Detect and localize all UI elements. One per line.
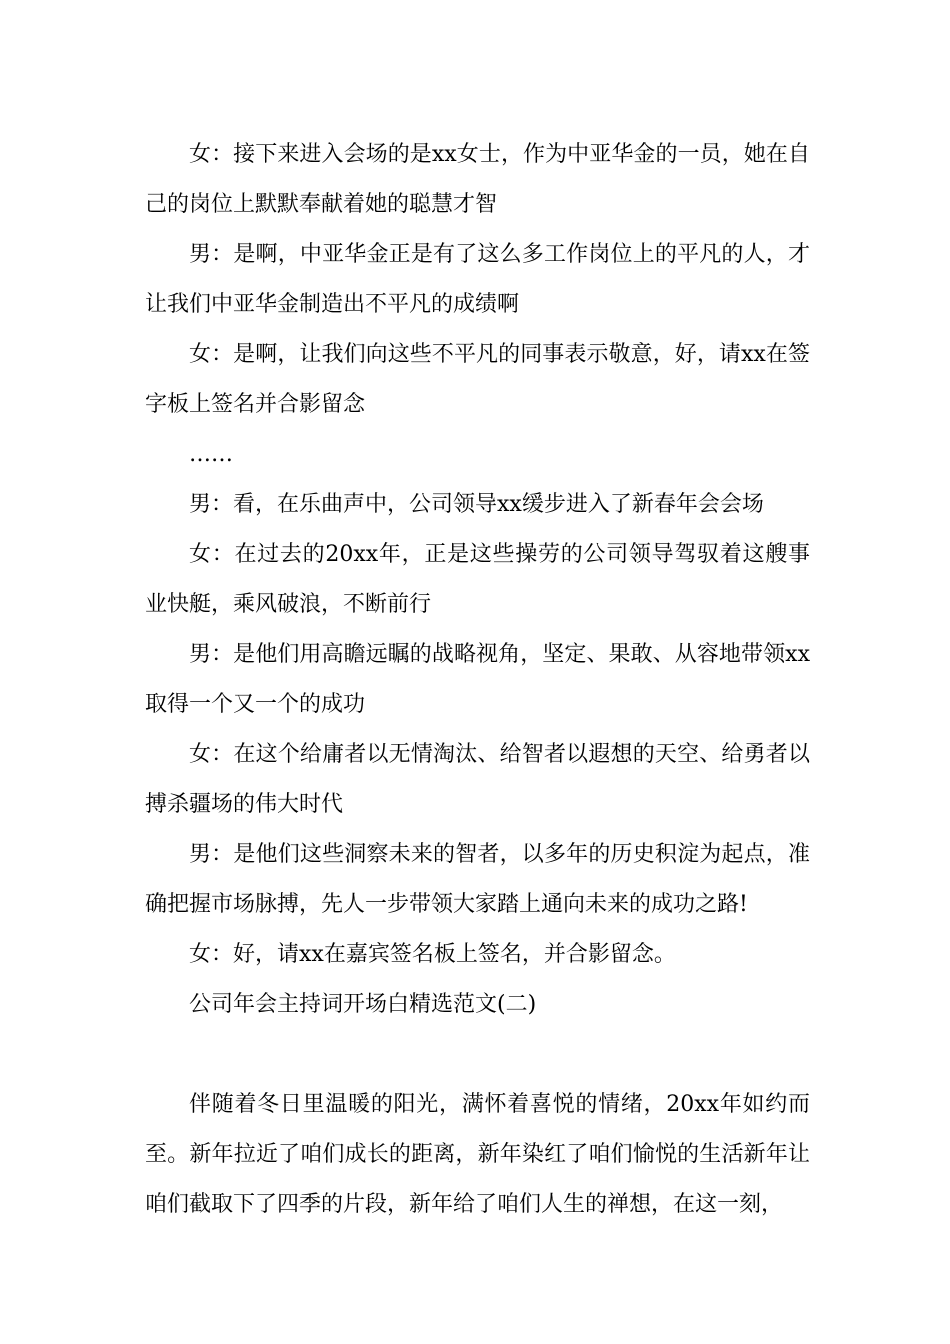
paragraph-ellipsis: …… — [189, 442, 233, 467]
document-body — [145, 130, 810, 1230]
paragraph-female-guest-sign: 女：好，请xx在嘉宾签名板上签名，并合影留念。 — [189, 942, 676, 967]
paragraph-female-past-year: 女：在过去的20xx年，正是这些操劳的公司领导驾驭着这艘事业快艇，乘风破浪，不断前行 — [145, 542, 810, 617]
paragraph-male-leader-enter: 男：看，在乐曲声中，公司领导xx缓步进入了新春年会会场 — [189, 492, 764, 517]
blank-line — [145, 1030, 810, 1080]
paragraph-female-intro: 女：接下来进入会场的是xx女士，作为中亚华金的一员，她在自己的岗位上默默奉献着她的聪慧才智 — [145, 142, 810, 217]
paragraph-female-signature: 女：是啊，让我们向这些不平凡的同事表示敬意，好，请xx在签字板上签名并合影留念 — [145, 342, 810, 417]
section-heading: 公司年会主持词开场白精选范文(二) — [189, 992, 537, 1017]
paragraph-female-era: 女：在这个给庸者以无情淘汰、给智者以遐想的天空、给勇者以搏杀疆场的伟大时代 — [145, 742, 810, 817]
paragraph-male-response: 男：是啊，中亚华金正是有了这么多工作岗位上的平凡的人，才让我们中亚华金制造出不平凡的成绩啊 — [145, 242, 810, 317]
paragraph-opening-speech: 伴随着冬日里温暖的阳光，满怀着喜悦的情绪，20xx年如约而至。新年拉近了咱们成长的距离，新年染红了咱们愉悦的生活新年让咱们截取下了四季的片段，新年给了咱们人生的禅想，在这一刻， — [145, 1092, 810, 1217]
paragraph-male-wise: 男：是他们这些洞察未来的智者，以多年的历史积淀为起点，准确把握市场脉搏，先人一步带领大家踏上通向未来的成功之路! — [145, 842, 810, 917]
paragraph-male-strategy: 男：是他们用高瞻远瞩的战略视角，坚定、果敢、从容地带领xx取得一个又一个的成功 — [145, 642, 810, 717]
